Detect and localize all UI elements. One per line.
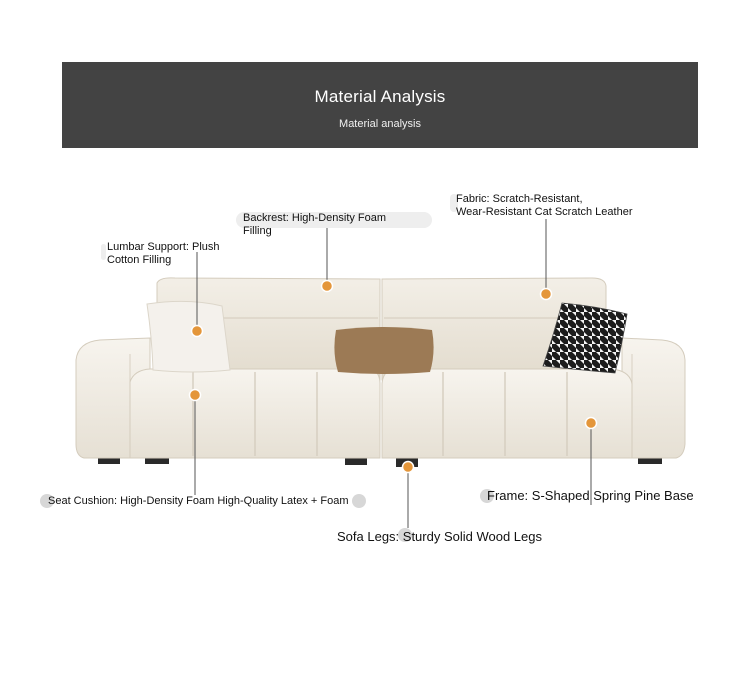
fabric-label: [456, 193, 632, 219]
seat-right: [382, 369, 632, 458]
seat-marker: [190, 390, 201, 401]
lumbar-label-bg: [101, 244, 106, 260]
seat-label-dot-right: [352, 494, 366, 508]
lumbar-label-line1: Lumbar Support: Plush: [107, 241, 220, 253]
seat-cushion-label: Seat Cushion: High-Density Foam High-Quality Latex + Foam: [48, 495, 349, 507]
banner-title: Material Analysis: [314, 87, 446, 106]
fabric-marker: [541, 289, 552, 300]
legs-marker: [403, 462, 414, 473]
backrest-marker: [322, 281, 333, 292]
banner-subtitle: Material analysis: [339, 118, 421, 130]
brown-pillow: [334, 327, 433, 374]
backrest-label-line2: Filling: [243, 225, 272, 237]
backrest-label-line1: Backrest: High-Density Foam: [243, 212, 387, 224]
white-pillow: [147, 301, 230, 372]
lumbar-marker: [192, 326, 203, 337]
fabric-label-line2: Wear-Resistant Cat Scratch Leather: [456, 206, 633, 218]
frame-marker: [586, 418, 597, 429]
fabric-label-line1: Fabric: Scratch-Resistant,: [456, 193, 583, 205]
backrest-label: [243, 212, 386, 238]
sofa-legs-label: Sofa Legs: Sturdy Solid Wood Legs: [337, 529, 542, 544]
lumbar-label: [107, 241, 220, 267]
lumbar-label-line2: Cotton Filling: [107, 254, 172, 266]
frame-label: Frame: S-Shaped Spring Pine Base: [487, 488, 694, 503]
